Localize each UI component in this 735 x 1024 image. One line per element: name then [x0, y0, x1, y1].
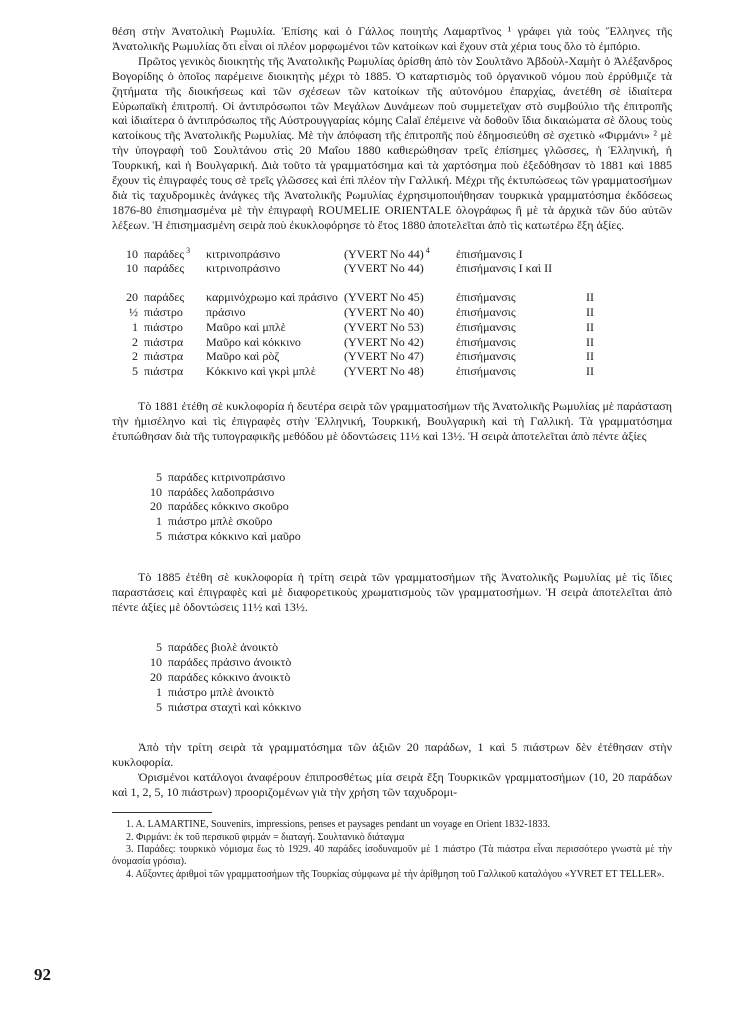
list-item	[138, 470, 672, 485]
stamp-description: πιάστρο μπλὲ σκοῦρο	[168, 514, 273, 529]
stamp-row	[112, 247, 586, 262]
stamp-color: Μαῦρο καὶ ρὸζ	[206, 349, 280, 364]
overprint-type: ἐπισήμανσις	[456, 334, 516, 349]
footnote-divider	[112, 812, 212, 813]
footnote: 2. Φιρμάνι: ἐκ τοῦ περσικοῦ φιρμάν = διαταγή. Σουλτανικὸ διάταγμα	[126, 831, 405, 843]
list-item	[138, 514, 672, 529]
stamp-description: πιάστρα σταχτὶ καὶ κόκκινο	[168, 699, 302, 714]
list-item	[138, 685, 672, 700]
stamp-description: παράδες βιολὲ ἀνοικτὸ	[168, 640, 279, 655]
paragraph-not-circulated: Ἀπὸ τὴν τρίτη σειρὰ τὰ γραμματόσημα τῶν ἀξιῶν 20 παράδων, 1 καὶ 5 πιάστρων δὲν ἐτέθησαν στὴν κυκλοφορία.	[112, 740, 672, 770]
overprint-type: ἐπισήμανσις I	[456, 246, 523, 261]
stamp-description: παράδες λαδοπράσινο	[168, 484, 275, 499]
overprint-level: II	[586, 349, 594, 364]
yvert-number: (YVERT No 45)	[344, 290, 424, 305]
stamp-value: 10	[150, 655, 162, 670]
stamp-row	[112, 349, 594, 364]
list-item	[138, 700, 672, 715]
overprint-level: II	[586, 334, 594, 349]
stamp-color: καρμινόχρωμο καὶ πράσινο	[206, 290, 338, 305]
stamp-value: 5	[156, 699, 162, 714]
stamp-row	[112, 320, 594, 335]
stamp-list-1885	[112, 640, 672, 714]
stamp-value: 20	[150, 670, 162, 685]
stamp-unit: παράδες	[144, 261, 185, 276]
yvert-number: (YVERT No 40)	[344, 305, 424, 320]
stamp-value: 1	[156, 514, 162, 529]
stamp-value: 5	[132, 364, 138, 379]
yvert-number: (YVERT No 42)	[344, 334, 424, 349]
stamp-unit: πιάστρο	[144, 305, 183, 320]
stamp-description: παράδες κιτρινοπράσινο	[168, 469, 286, 484]
list-item	[138, 485, 672, 500]
yvert-number: (YVERT No 48)	[344, 364, 424, 379]
paragraph-1881-series: Τὸ 1881 ἐτέθη σὲ κυκλοφορία ἡ δευτέρα σειρὰ τῶν γραμματοσήμων τῆς Ἀνατολικῆς Ρωμυλίας μὲ παράσταση τὴν ἡμισέληνο καὶ τὶς ἐπιγραφὲς στὴν Ἑλληνική, Τουρκική, Βουλγαρικὴ καὶ τὴ Γαλλική. Τὰ γραμματόσημα ἐτυπώθησαν διὰ τῆς τυπογραφικῆς μεθόδου μὲ ὀδοντώσεις 11½ καὶ 13½. Ἡ σειρὰ ἀποτελεῖται ἀπὸ πέντε ἀξίες	[112, 399, 672, 443]
stamp-value: 5	[156, 640, 162, 655]
footnote: 4. Αὔξοντες ἀριθμοὶ τῶν γραμματοσήμων τῆς Τουρκίας σύμφωνα μὲ τὴν ἀρίθμηση τοῦ Γαλλικοῦ καταλόγου «YVRET ET TELLER».	[126, 868, 665, 880]
stamp-value: 10	[150, 484, 162, 499]
footnote: 3. Παράδες: τουρκικὸ νόμισμα ἕως τὸ 1929. 40 παράδες ἰσοδυναμοῦν μὲ 1 πιάστρο (Τὰ πιάστρα εἶναι περισσότερο γνωστὰ μὲ τὴν ὀνομασία γρόσια).	[112, 843, 672, 868]
stamp-unit: πιάστρα	[144, 349, 184, 364]
stamp-color: κιτρινοπράσινο	[206, 261, 281, 276]
yvert-number: (YVERT No 53)	[344, 319, 424, 334]
stamp-description: πιάστρο μπλὲ ἀνοικτὸ	[168, 684, 275, 699]
stamp-value: 20	[126, 290, 138, 305]
overprint-level: II	[586, 319, 594, 334]
overprint-level: II	[586, 305, 594, 320]
footnote-ref: 3	[184, 245, 191, 255]
list-item	[138, 655, 672, 670]
footnotes	[112, 819, 672, 881]
stamp-value: ½	[129, 305, 138, 320]
stamp-list-1881	[112, 470, 672, 544]
stamp-color: Μαῦρο καὶ κόκκινο	[206, 334, 301, 349]
stamp-unit: πιάστρα	[144, 334, 184, 349]
stamp-value: 1	[132, 319, 138, 334]
stamp-value: 1	[156, 684, 162, 699]
page-number: 92	[34, 965, 51, 984]
paragraph-intro: θέση στὴν Ἀνατολικὴ Ρωμυλία. Ἐπίσης καὶ ὁ Γάλλος ποιητὴς Λαμαρτῖνος ¹ γράφει γιὰ τοὺς Ἕλληνες τῆς Ἀνατολικῆς Ρωμυλίας ὅτι εἶναι οἱ πλέον μορφωμένοι τῶν κατοίκων καὶ ἔχουν στὰ χέρια τους ὅλο τὸ ἐμπόριο.	[112, 24, 672, 53]
stamp-unit: πιάστρο	[144, 319, 183, 334]
stamp-description: πιάστρα κόκκινο καὶ μαῦρο	[168, 528, 301, 543]
stamp-row	[112, 261, 586, 276]
overprint-type: ἐπισήμανσις	[456, 364, 516, 379]
stamp-value: 20	[150, 499, 162, 514]
overprint-type: ἐπισήμανσις I καὶ II	[456, 261, 553, 276]
stamp-row	[112, 305, 594, 320]
yvert-number: (YVERT No 47)	[344, 349, 424, 364]
stamp-unit: παράδες	[144, 290, 185, 305]
stamp-value: 10	[126, 261, 138, 276]
footnote-ref: 4	[423, 245, 430, 255]
page-body	[112, 24, 672, 881]
overprint-type: ἐπισήμανσις	[456, 349, 516, 364]
stamp-value: 5	[156, 528, 162, 543]
stamp-description: παράδες κόκκινο σκοῦρο	[168, 499, 289, 514]
paragraph-1885-series: Τὸ 1885 ἐτέθη σὲ κυκλοφορία ἡ τρίτη σειρὰ τῶν γραμματοσήμων τῆς Ἀνατολικῆς Ρωμυλίας μὲ τὶς ἴδιες παραστάσεις καὶ ἐπιγραφὲς καὶ μὲ διαφορετικοὺς χρωματισμοὺς τῶν γραμματοσήμων. Ἡ σειρὰ ἀποτελεῖται ἀπὸ πέντε ἀξίες μὲ ὀδοντώσεις 11½ καὶ 13½.	[112, 569, 672, 614]
overprint-type: ἐπισήμανσις	[456, 319, 516, 334]
yvert-number: (YVERT No 44)	[344, 261, 424, 276]
stamp-description: παράδες κόκκινο ἀνοικτὸ	[168, 670, 291, 685]
overprint-type: ἐπισήμανσις	[456, 305, 516, 320]
stamp-value: 2	[132, 334, 138, 349]
stamp-color: Κόκκινο καὶ γκρὶ μπλὲ	[206, 364, 316, 379]
stamp-unit: πιάστρα	[144, 364, 184, 379]
stamp-table-1880-a	[112, 247, 586, 277]
footnote: 1. A. LAMARTINE, Souvenirs, impressions, penses et paysages pendant un voyage en Orient 1832-1833.	[126, 819, 551, 831]
overprint-type: ἐπισήμανσις	[456, 290, 516, 305]
list-item	[138, 670, 672, 685]
overprint-level: II	[586, 364, 594, 379]
stamp-row	[112, 335, 594, 350]
stamp-description: παράδες πράσινο ἀνοικτὸ	[168, 655, 292, 670]
stamp-table-1880-b	[112, 290, 594, 379]
stamp-value: 2	[132, 349, 138, 364]
yvert-number: (YVERT No 44) $^4$	[344, 245, 430, 261]
overprint-level: II	[586, 290, 594, 305]
stamp-color: πράσινο	[206, 305, 246, 320]
list-item	[138, 499, 672, 514]
paragraph-governor: Πρῶτος γενικὸς διοικητὴς τῆς Ἀνατολικῆς Ρωμυλίας ὁρίσθη ἀπὸ τὸν Σουλτᾶνο Ἀβδοὺλ-Χαμὴτ ὁ Ἀλέξανδρος Βογορίδης ὁ ὁποῖος παρέμεινε διοικητὴς μέχρι τὸ 1885. Ὁ καταρτισμὸς τοῦ ὀργανικοῦ νόμου ποὺ ἐρρύθμιζε τὰ ζητήματα τῆς διοικήσεως καὶ τῶν σχέσεων τῶν κατοίκων τῆς αὐτονόμου ἐπαρχίας, ἀνετέθη σὲ ἰδιαίτερα Εὐρωπαϊκὴ ἐπιτροπή. Οἱ ἀντιπρόσωποι τῶν Μεγάλων Δυνάμεων ποὺ συμμετεῖχαν στὸ συμβούλιο τῆς ἐπιτροπῆς καὶ ἰδιαίτερα ὁ ἀντιπρόσωπος τῆς Αὐστρουγγαρίας κόμης Calaï ἐπέμεινε νὰ δοθοῦν ἴδια δικαιώματα σὲ ὅλους τοὺς κατοίκους τῆς Ἀνατολικῆς Ρωμυλίας. Μὲ τὴν ἀπόφαση τῆς ἐπιτροπῆς ποὺ ἐδημοσιεύθη σὲ σχετικὸ «Φιρμάνι» ² μὲ τὴν ὑπογραφὴ τοῦ Σουλτάνου στὶς 20 Μαΐου 1880 καθιερώθησαν τρεῖς ἐπίσημες γλῶσσες, ἡ Ἑλληνική, ἡ Τουρκική, καὶ ἡ Βουλγαρική. Διὰ τοῦτο τὰ γραμματόσημα καὶ τὰ χαρτόσημα ποὺ ἐξεδόθησαν τὸ 1881 καὶ 1885 ἔχουν τὶς ἐπιγραφές τους σὲ τρεῖς γλῶσσες καὶ ἐπὶ πλέον τὴν Γαλλική. Μέχρι τῆς ἐκτυπώσεως τῶν γραμματοσήμων διὰ τὶς ταχυδρομικὲς ἀνάγκες τῆς Ἀνατολικῆς Ρωμυλίας ἐχρησιμοποιήθησαν τουρκικὰ γραμματόσημα ἐκδόσεως 1876-80 ἐπισημασμένα μὲ τὴν ἐπιγραφὴ ROUMELIE ORIENTALE ὁλογράφως ἢ μὲ τὰ ἀρχικὰ τῶν δύο αὐτῶν λέξεων. Ἡ ἐπισημασμένη σειρὰ ποὺ ἐκυκλοφόρησε τὸ ἔτος 1880 ἀποτελεῖται ἀπὸ τὶς κατωτέρω ἕξη ἀξίες.	[112, 53, 672, 232]
paragraph-turkish-stamps: Ὁρισμένοι κατάλογοι ἀναφέρουν ἐπιπροσθέτως μία σειρὰ ἕξη Τουρκικῶν γραμματοσήμων (10, 20 παράδων καὶ 1, 2, 5, 10 πιάστρων) προοριζομένων γιὰ τὴν χρήση τῶν ταχυδρομι-	[112, 770, 672, 800]
stamp-value: 5	[156, 469, 162, 484]
stamp-unit: παράδες $^3$	[144, 245, 191, 261]
stamp-color: Μαῦρο καὶ μπλὲ	[206, 319, 286, 334]
stamp-row	[112, 290, 594, 305]
stamp-row	[112, 364, 594, 379]
stamp-color: κιτρινοπράσινο	[206, 246, 281, 261]
list-item	[138, 529, 672, 544]
list-item	[138, 640, 672, 655]
stamp-value: 10	[126, 246, 138, 261]
